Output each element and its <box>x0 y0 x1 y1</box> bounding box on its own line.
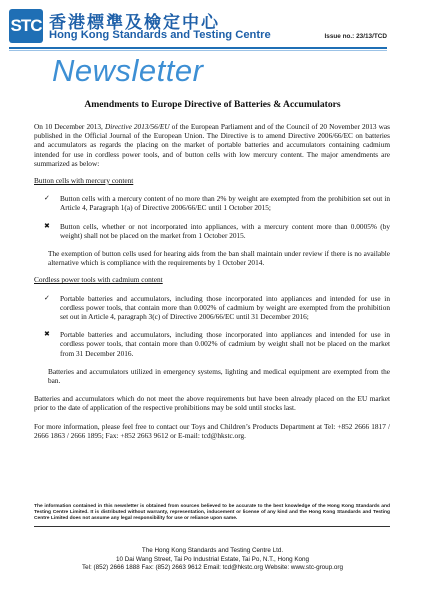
footer-address: 10 Dai Wang Street, Tai Po Industrial Estate, Tai Po, N.T., Hong Kong <box>115 555 310 563</box>
list-item <box>44 222 390 240</box>
contact-paragraph: For more information, please feel free to contact our Toys and Children’s Products Department at Tel: +852 2666 1817 / 2666 1863 / 2666 1895; Fax: +852 2663 9612 or E-mail: tcd@hkstc.org. <box>34 421 390 440</box>
footer <box>0 547 425 573</box>
bullet-text: Button cells, whether or not incorporated into appliances, with a mercury content more than 0.0005% (by weight) shall not be placed on the market from 1 October 2015. <box>60 221 390 240</box>
logo-text: STC <box>10 16 42 35</box>
section-note: The exemption of button cells used for hearing aids from the ban shall maintain under review if there is no available alternative which is compliance with the requirements by 1 October 2014. <box>48 249 390 268</box>
intro-paragraph <box>34 122 390 168</box>
cross-icon: ✖ <box>44 221 50 230</box>
list-item <box>44 330 390 358</box>
intro-text-a: On 10 December 2013, <box>34 122 105 131</box>
newsletter-heading: Newsletter <box>52 53 204 88</box>
intro-text-b: of the European Parliament and of the Council of 20 November 2013 was published in the Official Journal of the European Union. The Directive is to amend Directive 2006/66/EC on batteries and accumulators as regards the placing on the market of portable batteries and accumulators containing cadmium intended for use in cordless power tools, and of button cells with low mercury content. The major amendments are summarized as below: <box>34 122 390 168</box>
section-heading-cordless-tools: Cordless power tools with cadmium content <box>34 275 163 285</box>
check-icon: ✓ <box>44 293 50 302</box>
issue-number: Issue no.: 23/13/TCD <box>324 33 387 40</box>
list-item <box>44 294 390 322</box>
closing-paragraph: Batteries and accumulators which do not meet the above requirements but have been already placed on the EU market prior to the date of application of the respective prohibitions may be sold until stocks last. <box>34 394 390 413</box>
check-icon: ✓ <box>44 194 50 203</box>
header-divider-thin <box>9 50 387 51</box>
header-divider <box>9 47 387 49</box>
section-note: Batteries and accumulators utilized in emergency systems, lighting and medical equipment are exempted from the ban. <box>48 366 390 386</box>
article-title: Amendments to Europe Directive of Batteries & Accumulators <box>84 99 341 110</box>
org-name-chinese: 香港標準及檢定中心 <box>49 13 220 33</box>
stc-logo <box>9 9 43 43</box>
article-body <box>34 122 390 440</box>
footer-company: The Hong Kong Standards and Testing Centre Ltd. <box>141 547 284 554</box>
cross-icon: ✖ <box>44 330 50 339</box>
footer-contacts: Tel: (852) 2666 1888 Fax: (852) 2663 9612 Email: tcd@hkstc.org Website: www.stc-group.org <box>81 564 344 572</box>
disclaimer-text: The information contained in this newsletter is obtained from sources believed to be accurate to the best knowledge of the Hong Kong Standards and Testing Centre Limited. It is distributed without warranty, representation, inducement or license of any kind and the Hong Kong Standards and Testing Centre Limited does not assume any legal responsibility for use or reliance upon same. <box>34 504 390 521</box>
list-item <box>44 194 390 212</box>
footer-divider <box>34 526 390 527</box>
bullet-text: Portable batteries and accumulators, including those incorporated into appliances and intended for use in cordless power tools, that contain more than 0.002% of cadmium by weight are exempted from the prohibition set out in Article 4, paragraph 3(c) of Directive 2006/66/EC until 31 December 2016; <box>60 293 390 322</box>
section-heading-button-cells: Button cells with mercury content <box>34 176 134 186</box>
directive-reference: Directive 2013/56/EU <box>104 122 170 131</box>
bullet-text: Button cells with a mercury content of no more than 2% by weight are exempted from the prohibition set out in Article 4, Paragraph 1(a) of Directive 2006/66/EC until 1 October 2015; <box>60 194 390 213</box>
org-name-english: Hong Kong Standards and Testing Centre <box>49 29 271 41</box>
bullet-text: Portable batteries and accumulators, including those incorporated into appliances and intended for use in cordless power tools, that contain more than 0.002% of cadmium by weight shall not be placed on the market from 31 December 2016. <box>60 330 390 358</box>
